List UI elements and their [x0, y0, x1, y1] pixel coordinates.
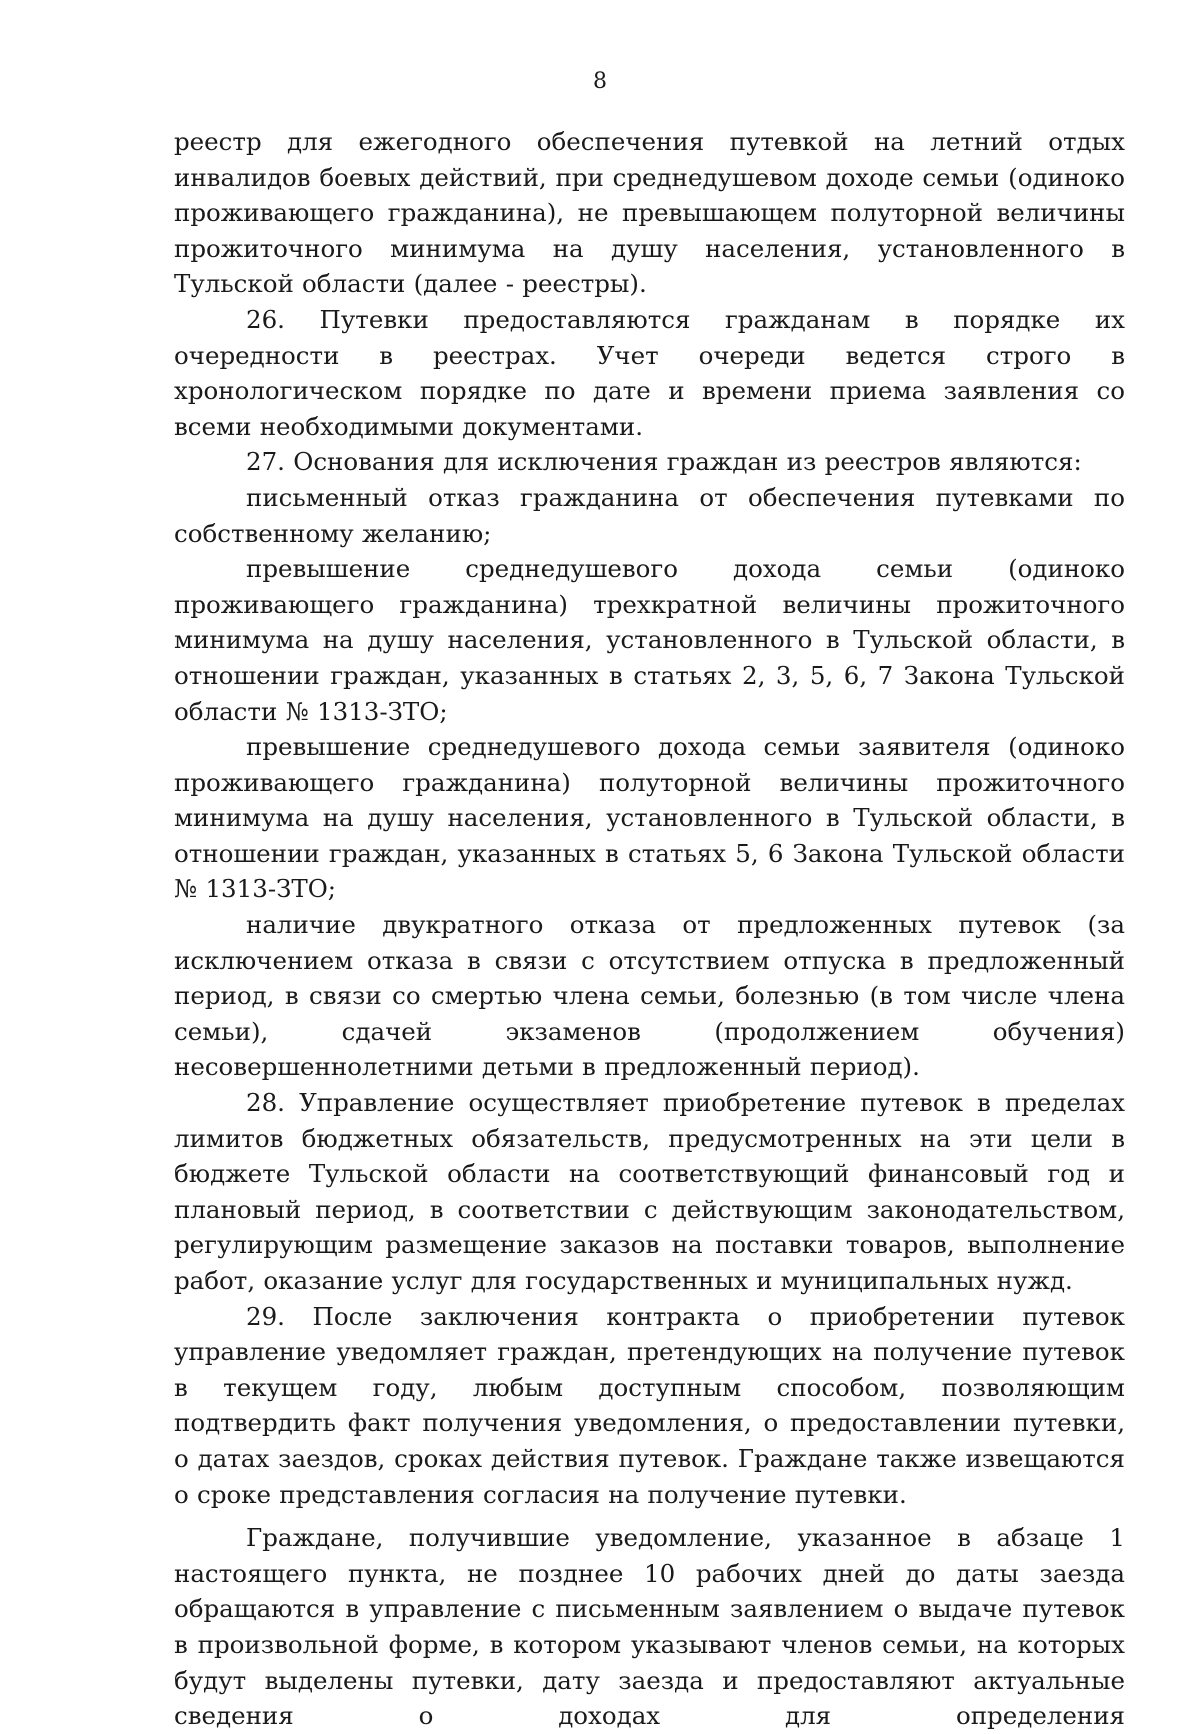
paragraph-29-notice-recipients: Граждане, получившие уведомление, указанное в абзаце 1 настоящего пункта, не позднее 10 рабочих дней до даты заезда обращаются в управление с письменным заявлением о выдаче путевок в произвольной форме, в котором указывают членов семьи, на которых будут выделены путевки, дату заезда и предоставляют актуальные сведения о доходах для определения: [174, 1523, 1125, 1731]
paragraph-28: 28. Управление осуществляет приобретение путевок в пределах лимитов бюджетных обязательств, предусмотренных на эти цели в бюджете Тульской области на соответствующий финансовый год и плановый период, в соответствии с действующим законодательством, регулирующим размещение заказов на поставки товаров, выполнение работ, оказание услуг для государственных и муниципальных нужд.: [174, 1088, 1125, 1295]
paragraph-26: 26. Путевки предоставляются гражданам в порядке их очередности в реестрах. Учет очереди ведется строго в хронологическом порядке по дате и времени приема заявления со всеми необходимыми документами.: [174, 304, 1125, 441]
exclusion-ground-triple-income: превышение среднедушевого дохода семьи (одиноко проживающего гражданина) трехкратной величины прожиточного минимума на душу населения, установленного в Тульской области, в отношении граждан, указанных в статьях 2, 3, 5, 6, 7 Закона Тульской области № 1313-ЗТО;: [174, 554, 1125, 726]
exclusion-ground-refusal: письменный отказ гражданина от обеспечения путевками по собственному желанию;: [174, 482, 1125, 548]
paragraph-registry-continuation: реестр для ежегодного обеспечения путевкой на летний отдых инвалидов боевых действий, при среднедушевом доходе семьи (одиноко проживающего гражданина), не превышающем полуторной величины прожиточного минимума на душу населения, установленного в Тульской области (далее - реестры).: [174, 127, 1125, 299]
exclusion-ground-one-and-half-income: превышение среднедушевого дохода семьи заявителя (одиноко проживающего гражданина) полуторной величины прожиточного минимума на душу населения, установленного в Тульской области, в отношении граждан, указанных в статьях 5, 6 Закона Тульской области № 1313-ЗТО;: [174, 732, 1125, 904]
page-number: 8: [593, 69, 607, 94]
paragraph-27: 27. Основания для исключения граждан из реестров являются:: [246, 447, 1082, 477]
document-body: [174, 124, 1125, 1734]
exclusion-ground-double-refusal: наличие двукратного отказа от предложенных путевок (за исключением отказа в связи с отсутствием отпуска в предложенный период, в связи со смертью члена семьи, болезнью (в том числе члена семьи), сдачей экзаменов (продолжением обучения) несовершеннолетними детьми в предложенный период).: [174, 910, 1125, 1082]
paragraph-29: 29. После заключения контракта о приобретении путевок управление уведомляет граждан, претендующих на получение путевок в текущем году, любым доступным способом, позволяющим подтвердить факт получения уведомления, о предоставлении путевки, о датах заездов, сроках действия путевок. Граждане также извещаются о сроке представления согласия на получение путевки.: [174, 1301, 1125, 1509]
